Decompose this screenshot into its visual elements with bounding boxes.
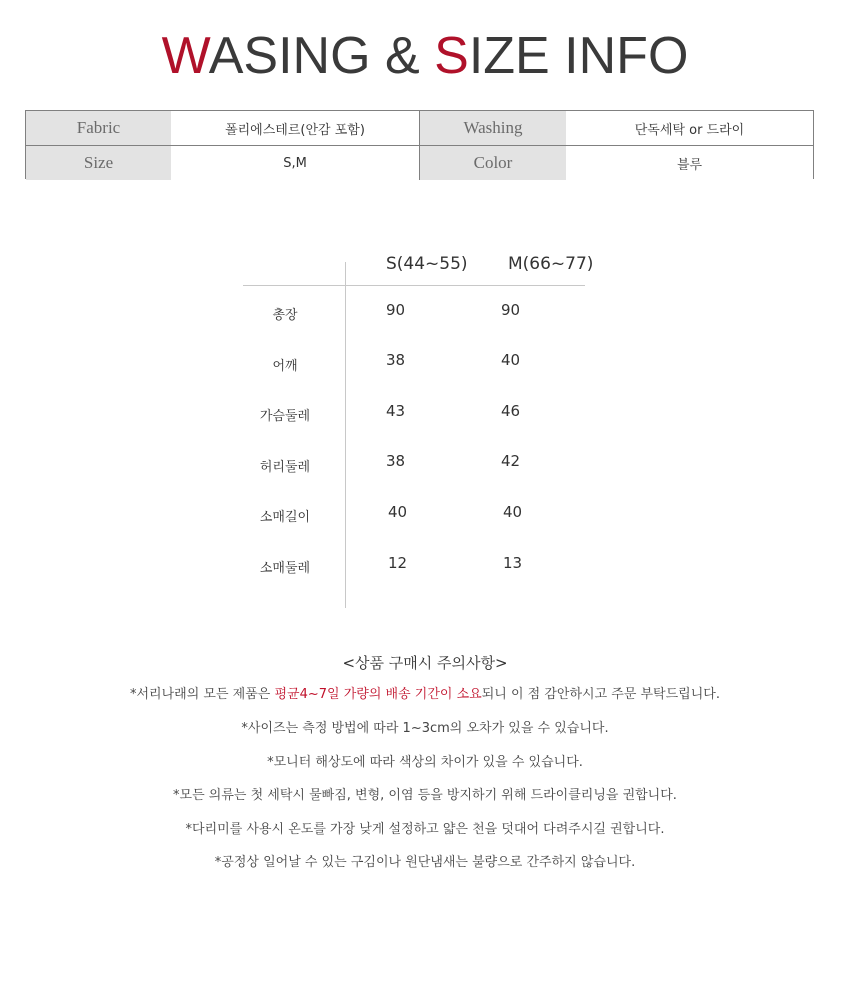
value-s-waist: 38 xyxy=(386,452,406,470)
title-text-ize-info: IZE INFO xyxy=(468,27,689,85)
notice-line-shipping xyxy=(0,683,850,702)
row-label-total-length: 총장 xyxy=(272,308,298,323)
title-accent-w: W xyxy=(161,27,209,85)
notice-line-first-wash: *모든 의류는 첫 세탁시 물빠짐, 변형, 이염 등을 방지하기 위해 드라이클리닝을 권합니다. xyxy=(173,788,677,803)
title-text-asing: ASING xyxy=(208,27,371,85)
notice-line-defects: *공정상 일어날 수 있는 구김이나 원단냄새는 불량으로 간주하지 않습니다. xyxy=(214,855,636,870)
value-s-sleeve-length: 40 xyxy=(388,503,408,521)
notice-line-monitor: *모니터 해상도에 따라 색상의 차이가 있을 수 있습니다. xyxy=(267,755,583,770)
fabric-value: 폴리에스테르(안감 포함) xyxy=(171,111,420,145)
row-label-sleeve-length: 소매길이 xyxy=(259,510,311,525)
notice-line-measurement: *사이즈는 측정 방법에 따라 1~3cm의 오차가 있을 수 있습니다. xyxy=(241,721,609,736)
notice-line-ironing: *다리미를 사용시 온도를 가장 낮게 설정하고 얇은 천을 덧대어 다려주시길 권합니다. xyxy=(185,822,665,837)
row-label-waist: 허리둘레 xyxy=(259,460,311,475)
size-value: S,M xyxy=(171,146,420,180)
washing-value: 단독세탁 or 드라이 xyxy=(566,111,813,145)
notice-line-shipping-pre: *서리나래의 모든 제품은 xyxy=(130,687,275,702)
value-m-sleeve-width: 13 xyxy=(503,554,523,572)
title-ampersand: & xyxy=(385,27,420,85)
size-chart-divider-vertical xyxy=(345,262,346,608)
washing-label: Washing xyxy=(420,111,566,145)
value-s-chest: 43 xyxy=(386,402,406,420)
value-s-total-length: 90 xyxy=(386,301,406,319)
size-label: Size xyxy=(26,146,171,180)
color-label: Color xyxy=(420,146,566,180)
notice-title: <상품 구매시 주의사항> xyxy=(342,654,508,672)
value-m-total-length: 90 xyxy=(501,301,521,319)
value-s-shoulder: 38 xyxy=(386,351,406,369)
column-header-s: S(44~55) xyxy=(386,254,468,274)
fabric-label: Fabric xyxy=(26,111,171,145)
value-m-sleeve-length: 40 xyxy=(503,503,523,521)
row-label-shoulder: 어깨 xyxy=(272,359,298,374)
notice-line-shipping-post: 되니 이 점 감안하시고 주문 부탁드립니다. xyxy=(481,687,720,702)
size-chart-divider-horizontal xyxy=(243,285,585,286)
notice-line-shipping-highlight: 평균4~7일 가량의 배송 기간이 소요 xyxy=(274,687,482,702)
color-value: 블루 xyxy=(566,146,813,180)
title-accent-s: S xyxy=(434,27,469,85)
row-label-sleeve-width: 소매둘레 xyxy=(259,561,311,576)
value-m-shoulder: 40 xyxy=(501,351,521,369)
value-m-chest: 46 xyxy=(501,402,521,420)
value-m-waist: 42 xyxy=(501,452,521,470)
value-s-sleeve-width: 12 xyxy=(388,554,408,572)
row-label-chest: 가슴둘레 xyxy=(259,409,311,424)
column-header-m: M(66~77) xyxy=(508,254,594,274)
